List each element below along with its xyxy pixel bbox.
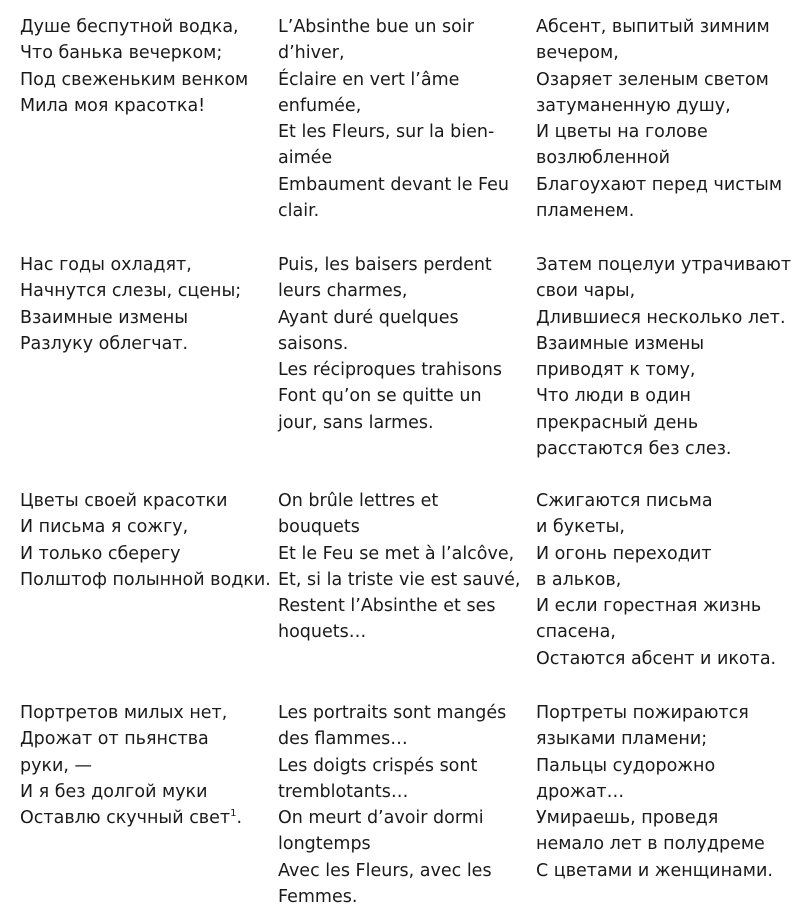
verse-line: clair.: [278, 201, 320, 222]
verse-line: расстаются без слез.: [536, 439, 732, 460]
verse-line: И огонь переходит: [536, 543, 712, 564]
verse-line: Мила моя красотка!: [20, 95, 206, 116]
verse-line: Взаимные измены: [536, 333, 705, 354]
verse-line: Остаются абсент и икота.: [536, 648, 777, 669]
verse-line: d’hiver,: [278, 43, 345, 64]
verse-line: jour, sans larmes.: [278, 412, 434, 433]
verse-line: Font qu’on se quitte un: [278, 386, 482, 407]
verse-line: tremblotants…: [278, 781, 409, 802]
french-column: [278, 488, 530, 646]
verse-line: des flammes…: [278, 729, 408, 750]
french-column: [278, 700, 530, 910]
verse-line: Портретов милых нет,: [20, 703, 228, 723]
verse-line: On brûle lettres et: [278, 491, 439, 511]
verse-line: Что банька вечерком;: [20, 43, 223, 64]
verse-line: спасена,: [536, 622, 616, 643]
verse-line: Длившиеся несколько лет.: [536, 307, 786, 328]
verse-line: Разлуку облегчат.: [20, 333, 189, 354]
verse-line: приводят к тому,: [536, 360, 696, 381]
verse-line: Les portraits sont mangés: [278, 703, 507, 723]
verse-line: языками пламени;: [536, 729, 708, 750]
verse-line: дрожат…: [536, 781, 625, 802]
verse-line: в альков,: [536, 569, 622, 590]
verse-line: Пальцы судорожно: [536, 755, 716, 776]
verse-line: enfumée,: [278, 95, 362, 116]
verse-line: Embaument devant le Feu: [278, 174, 509, 195]
verse-line: Взаимные измены: [20, 307, 189, 328]
verse-line-with-footnote: [20, 805, 270, 831]
verse-line: Restent l’Absinthe et ses: [278, 596, 496, 617]
verse-line: hoquets…: [278, 622, 367, 643]
verse-line: И цветы на голове: [536, 122, 708, 143]
verse-line: Нас годы охладят,: [20, 255, 192, 275]
verse-line: Полштоф полынной водки.: [20, 569, 271, 590]
verse-line: saisons.: [278, 333, 349, 354]
verse-line: руки, —: [20, 755, 93, 776]
verse-line: Avec les Fleurs, avec les: [278, 860, 492, 881]
verse-line: bouquets: [278, 517, 360, 538]
french-column: [278, 252, 530, 436]
russian-original-column: [20, 252, 270, 357]
verse-line: И только сберегу: [20, 543, 181, 564]
verse-line: Дрожат от пьянства: [20, 729, 209, 750]
verse-line: Умираешь, проведя: [536, 808, 719, 829]
verse-line: Под свеженьким венком: [20, 69, 249, 90]
verse-line: Абсент, выпитый зимним: [536, 17, 770, 37]
russian-translation-column: [536, 488, 798, 672]
russian-original-column: [20, 488, 270, 593]
footnote-mark[interactable]: 1: [230, 808, 237, 820]
verse-line: Ayant duré quelques: [278, 307, 459, 328]
russian-translation-column: [536, 700, 798, 884]
verse-line: вечером,: [536, 43, 619, 64]
verse-line: пламенем.: [536, 201, 635, 222]
russian-original-column: [20, 700, 270, 831]
verse-line: Начнутся слезы, сцены;: [20, 281, 242, 302]
verse-line: Озаряет зеленым светом: [536, 69, 769, 90]
verse-line: Éclaire en vert l’âme: [278, 69, 460, 90]
verse-line: Et le Feu se met à l’alcôve,: [278, 543, 515, 564]
verse-line: и букеты,: [536, 517, 625, 538]
verse-line: Puis, les baisers perdent: [278, 255, 492, 275]
verse-line: L’Absinthe bue un soir: [278, 17, 474, 37]
french-column: [278, 14, 530, 224]
verse-line: aimée: [278, 148, 333, 169]
russian-translation-column: [536, 252, 798, 462]
verse-line: свои чары,: [536, 281, 636, 302]
verse-line-text: Оставлю скучный свет: [20, 808, 231, 829]
verse-line: On meurt d’avoir dormi: [278, 808, 484, 829]
verse-line: Les doigts crispés sont: [278, 755, 478, 776]
verse-line: Femmes.: [278, 887, 358, 908]
verse-line: Что люди в один: [536, 386, 691, 407]
russian-original-column: [20, 14, 270, 119]
verse-line: longtemps: [278, 834, 371, 855]
verse-line: Портреты пожираются: [536, 703, 749, 723]
verse-line: прекрасный день: [536, 412, 699, 433]
verse-line: немало лет в полудреме: [536, 834, 765, 855]
verse-line: Les réciproques trahisons: [278, 360, 502, 381]
verse-line: Затем поцелуи утрачивают: [536, 255, 792, 275]
verse-line: Сжигаются письма: [536, 491, 713, 511]
verse-line: С цветами и женщинами.: [536, 860, 773, 881]
verse-line: затуманенную душу,: [536, 95, 731, 116]
line-end-period: .: [236, 808, 243, 829]
verse-line: Et les Fleurs, sur la bien-: [278, 122, 495, 143]
verse-line: И если горестная жизнь: [536, 596, 762, 617]
verse-line: Цветы своей красотки: [20, 491, 228, 511]
verse-line: Благоухают перед чистым: [536, 174, 783, 195]
verse-line: И я без долгой муки: [20, 781, 208, 802]
verse-line: leurs charmes,: [278, 281, 408, 302]
verse-line: возлюбленной: [536, 148, 670, 169]
verse-line: И письма я сожгу,: [20, 517, 189, 538]
verse-line: Et, si la triste vie est sauvé,: [278, 569, 521, 590]
verse-line: Душе беспутной водка,: [20, 17, 239, 37]
russian-translation-column: [536, 14, 798, 224]
